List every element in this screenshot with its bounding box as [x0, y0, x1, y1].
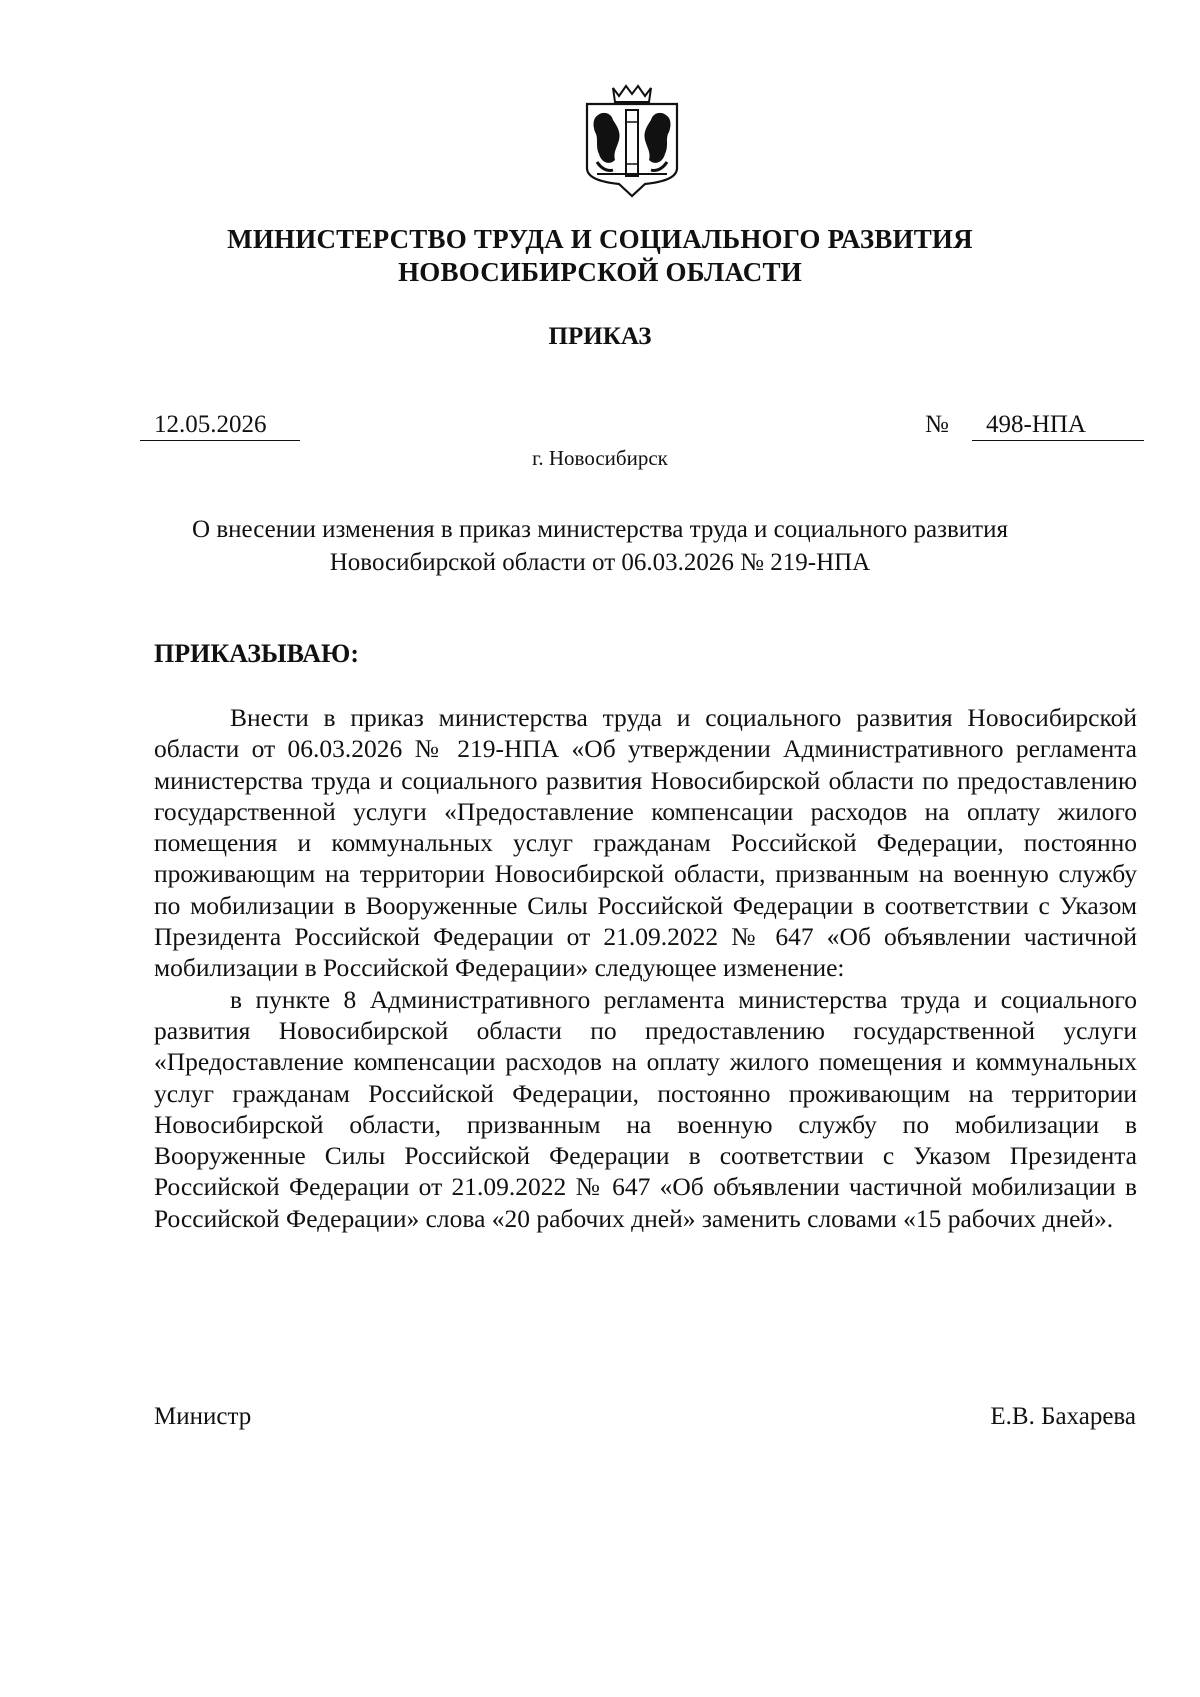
ministry-name	[0, 223, 1200, 289]
subject-line1: О внесении изменения в приказ министерства труда и социального развития	[192, 516, 1008, 543]
subject-line2: Новосибирской области от 06.03.2026 № 219-НПА	[329, 549, 871, 576]
order-body	[154, 702, 1137, 1234]
ministry-name-line1: МИНИСТЕРСТВО ТРУДА И СОЦИАЛЬНОГО РАЗВИТИЯ	[227, 224, 973, 254]
order-word: ПРИКАЗЫВАЮ:	[154, 639, 359, 668]
city-line: г. Новосибирск	[532, 446, 668, 470]
body-paragraph-2: в пункте 8 Административного регламента министерства труда и социального развития Новосибирской области по предоставлению государственной услуги «Предоставление компенсации расходов на оплату жилого помещения и коммунальных услуг гражданам Российской Федерации, постоянно проживающим на территории Новосибирской области, призванным на военную службу по мобилизации в Вооруженные Силы Российской Федерации в соответствии с Указом Президента Российской Федерации от 21.09.2022 № 647 «Об объявлении частичной мобилизации в Российской Федерации» слова «20 рабочих дней» заменить словами «15 рабочих дней».	[154, 984, 1137, 1233]
document-type: ПРИКАЗ	[548, 323, 652, 350]
number-sign: №	[925, 411, 949, 438]
body-paragraph-1: Внести в приказ министерства труда и социального развития Новосибирской области от 06.03.2026 № 219-НПА «Об утверждении Административного регламента министерства труда и социального развития Новосибирской области по предоставлению государственной услуги «Предоставление компенсации расходов на оплату жилого помещения и коммунальных услуг гражданам Российской Федерации, постоянно проживающим на территории Новосибирской области, призванным на военную службу по мобилизации в Вооруженные Силы Российской Федерации в соответствии с Указом Президента Российской Федерации от 21.09.2022 № 647 «Об объявлении частичной мобилизации в Российской Федерации» следующее изменение:	[154, 703, 1137, 983]
order-number: 498-НПА	[972, 410, 1144, 441]
novosibirsk-coat-of-arms-icon	[583, 82, 681, 198]
signatory-name: Е.В. Бахарева	[990, 1403, 1136, 1430]
order-date: 12.05.2026	[140, 410, 300, 441]
ministry-name-line2: НОВОСИБИРСКОЙ ОБЛАСТИ	[398, 257, 802, 287]
order-subject	[150, 513, 1050, 579]
signatory-title: Министр	[154, 1403, 252, 1430]
